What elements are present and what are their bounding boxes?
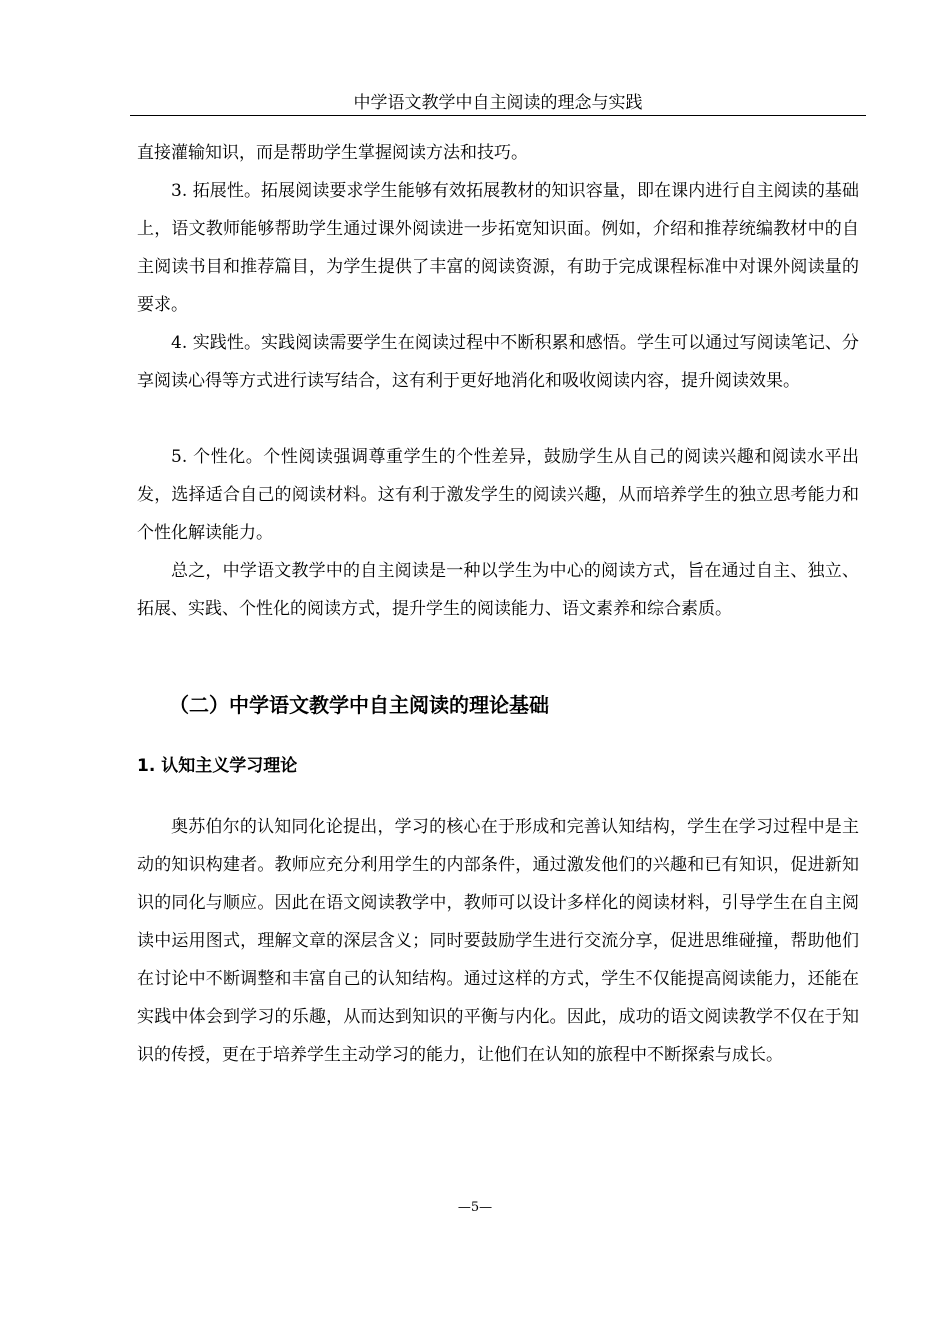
running-header-title: 中学语文教学中自主阅读的理念与实践 xyxy=(353,93,643,113)
paragraph-continuation: 直接灌输知识，而是帮助学生掌握阅读方法和技巧。 xyxy=(137,143,528,163)
paragraph-cognitive-theory: 奥苏伯尔的认知同化论提出，学习的核心在于形成和完善认知结构，学生在学习过程中是主动的知识构建者。教师应充分利用学生的内部条件，通过激发他们的兴趣和已有知识，促进新知识的同化与顺应。因此在语文阅读教学中，教师可以设计多样化的阅读材料，引导学生在自主阅读中运用图式，理解文章的深层含义；同时要鼓励学生进行交流分享，促进思维碰撞，帮助他们在讨论中不断调整和丰富自己的认知结构。通过这样的方式，学生不仅能提高阅读能力，还能在实践中体会到学习的乐趣，从而达到知识的平衡与内化。因此，成功的语文阅读教学不仅在于知识的传授，更在于培养学生主动学习的能力，让他们在认知的旅程中不断探索与成长。 xyxy=(137,817,859,1065)
paragraph-summary: 总之，中学语文教学中的自主阅读是一种以学生为中心的阅读方式，旨在通过自主、独立、拓展、实践、个性化的阅读方式，提升学生的阅读能力、语文素养和综合素质。 xyxy=(137,561,859,619)
section-heading: （二）中学语文教学中自主阅读的理论基础 xyxy=(169,693,549,717)
paragraph-practicality: 4. 实践性。实践阅读需要学生在阅读过程中不断积累和感悟。学生可以通过写阅读笔记、分享阅读心得等方式进行读写结合，这有利于更好地消化和吸收阅读内容，提升阅读效果。 xyxy=(137,333,859,391)
paragraph-personalization: 5. 个性化。个性阅读强调尊重学生的个性差异，鼓励学生从自己的阅读兴趣和阅读水平出发，选择适合自己的阅读材料。这有利于激发学生的阅读兴趣，从而培养学生的独立思考能力和个性化解读能力。 xyxy=(137,447,859,543)
paragraph-extensibility: 3. 拓展性。拓展阅读要求学生能够有效拓展教材的知识容量，即在课内进行自主阅读的基础上，语文教师能够帮助学生通过课外阅读进一步拓宽知识面。例如，介绍和推荐统编教材中的自主阅读书目和推荐篇目，为学生提供了丰富的阅读资源，有助于完成课程标准中对课外阅读量的要求。 xyxy=(137,181,859,315)
header-divider xyxy=(130,115,866,116)
page-number: —5— xyxy=(457,1200,493,1215)
subsection-heading: 1. 认知主义学习理论 xyxy=(137,756,298,776)
